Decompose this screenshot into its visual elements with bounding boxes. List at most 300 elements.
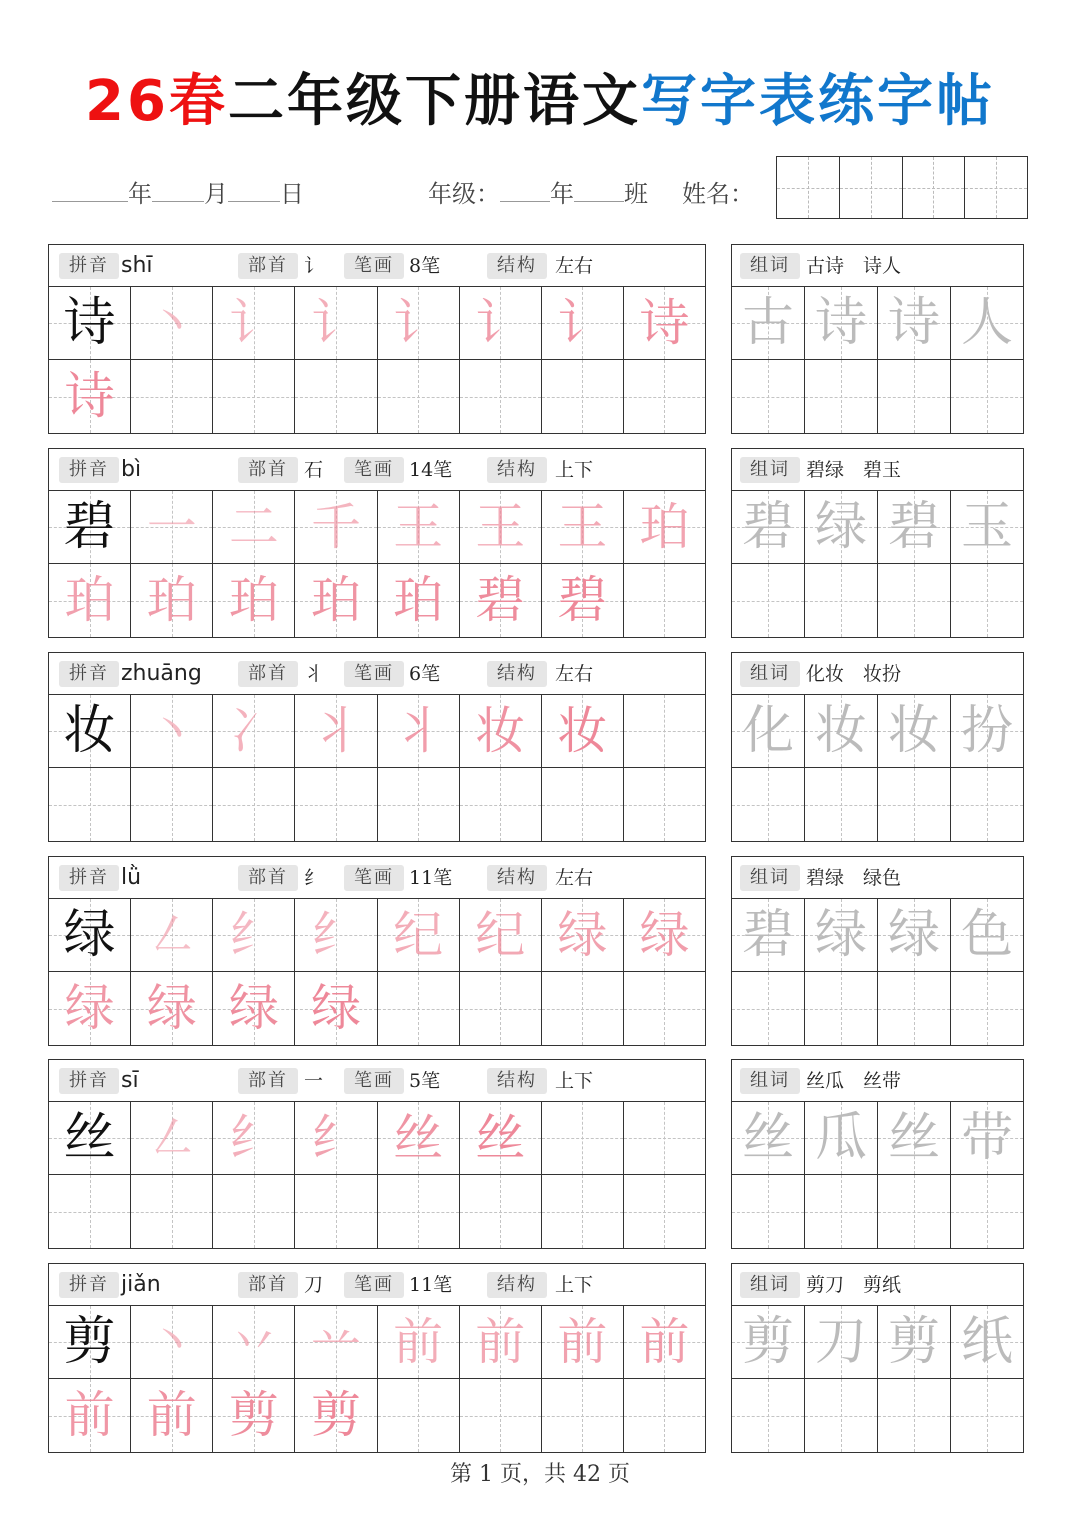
practice-cell[interactable]: [378, 491, 460, 563]
practice-cell[interactable]: [951, 899, 1023, 971]
trace-character: 色: [960, 905, 1013, 965]
trace-character: 剪: [887, 1312, 940, 1372]
practice-cell[interactable]: [542, 1306, 624, 1378]
trace-character: 绿: [814, 497, 867, 557]
stroke-step: 一: [146, 498, 197, 556]
trace-character: 瓜: [814, 1108, 867, 1168]
strokes-value: 11笔: [409, 867, 453, 889]
practice-cell[interactable]: [732, 287, 805, 359]
practice-cell[interactable]: [732, 360, 805, 433]
practice-cell[interactable]: [624, 1175, 705, 1248]
stroke-step: 绿: [639, 906, 690, 964]
practice-cell[interactable]: [732, 1102, 805, 1174]
practice-cell[interactable]: [460, 1306, 542, 1378]
practice-cell[interactable]: [542, 1175, 624, 1248]
strokes-tag: 笔画: [344, 865, 404, 891]
practice-cell[interactable]: [878, 1102, 951, 1174]
practice-cell[interactable]: [378, 972, 460, 1045]
stroke-step: 珀: [146, 571, 197, 629]
practice-cell[interactable]: [213, 768, 295, 841]
practice-cell[interactable]: [460, 972, 542, 1045]
stroke-step: 纪: [393, 906, 444, 964]
practice-cell[interactable]: [131, 695, 213, 767]
day-blank[interactable]: [228, 178, 280, 202]
practice-cell[interactable]: [951, 768, 1023, 841]
strokes-value: 5笔: [409, 1070, 441, 1092]
practice-cell[interactable]: [295, 695, 377, 767]
practice-grid: [49, 491, 705, 637]
practice-cell[interactable]: [951, 1175, 1023, 1248]
words-header: [732, 245, 1023, 287]
practice-cell[interactable]: [878, 1379, 951, 1452]
practice-cell[interactable]: [131, 1175, 213, 1248]
stroke-step: 丷: [228, 1313, 279, 1371]
structure-value: 上下: [555, 459, 594, 481]
practice-cell[interactable]: [460, 1379, 542, 1452]
stroke-step: 珀: [639, 498, 690, 556]
radical-tag: 部首: [238, 865, 298, 891]
practice-grid: [49, 1102, 705, 1248]
model-character: 剪: [63, 1312, 116, 1372]
trace-character: 化: [741, 701, 794, 761]
practice-cell[interactable]: [624, 287, 705, 359]
grid-row: [732, 491, 1023, 564]
practice-cell[interactable]: [49, 287, 131, 359]
practice-cell[interactable]: [213, 360, 295, 433]
practice-cell[interactable]: [878, 564, 951, 637]
practice-cell[interactable]: [295, 491, 377, 563]
char-header: [49, 245, 705, 287]
words-header: [732, 857, 1023, 899]
words-block: [731, 448, 1024, 638]
name-box[interactable]: [840, 157, 903, 218]
structure-tag: 结构: [487, 661, 547, 687]
practice-cell[interactable]: [295, 972, 377, 1045]
practice-cell[interactable]: [878, 491, 951, 563]
practice-cell[interactable]: [378, 287, 460, 359]
practice-cell[interactable]: [624, 564, 705, 637]
practice-cell[interactable]: [213, 287, 295, 359]
stroke-step: 丶: [146, 294, 197, 352]
practice-cell[interactable]: [295, 1175, 377, 1248]
stroke-step: 前: [146, 1386, 197, 1444]
char-block: [48, 1059, 706, 1249]
page-title: [0, 66, 1080, 138]
practice-cell[interactable]: [49, 1306, 131, 1378]
words-tag: 组词: [740, 1272, 800, 1298]
stroke-step: 珀: [310, 571, 361, 629]
structure-tag: 结构: [487, 253, 547, 279]
practice-cell[interactable]: [878, 1175, 951, 1248]
words-header: [732, 449, 1023, 491]
trace-character: 碧: [741, 497, 794, 557]
practice-cell[interactable]: [624, 768, 705, 841]
grid-row: [732, 768, 1023, 841]
practice-cell[interactable]: [378, 768, 460, 841]
practice-cell[interactable]: [213, 695, 295, 767]
grade-blank[interactable]: [500, 178, 550, 202]
practice-cell[interactable]: [49, 899, 131, 971]
words-value: 剪刀 剪纸: [806, 1274, 902, 1296]
practice-cell[interactable]: [378, 695, 460, 767]
practice-cell[interactable]: [460, 768, 542, 841]
pinyin-tag: 拼音: [59, 457, 119, 483]
stroke-step: 讠: [228, 294, 279, 352]
practice-cell[interactable]: [378, 1306, 460, 1378]
practice-cell[interactable]: [295, 360, 377, 433]
practice-cell[interactable]: [951, 1306, 1023, 1378]
structure-value: 左右: [555, 255, 594, 277]
practice-cell[interactable]: [131, 768, 213, 841]
practice-cell[interactable]: [295, 768, 377, 841]
words-header: [732, 1060, 1023, 1102]
stroke-step: 讠: [393, 294, 444, 352]
practice-cell[interactable]: [805, 972, 878, 1045]
stroke-step: 讠: [310, 294, 361, 352]
stroke-step: 丝: [475, 1109, 526, 1167]
practice-cell[interactable]: [295, 1379, 377, 1452]
char-block: [48, 448, 706, 638]
practice-cell[interactable]: [49, 1379, 131, 1452]
grid-row: [49, 491, 705, 564]
structure-tag: 结构: [487, 865, 547, 891]
practice-cell[interactable]: [951, 695, 1023, 767]
structure-tag: 结构: [487, 1068, 547, 1094]
practice-cell[interactable]: [805, 1175, 878, 1248]
practice-cell[interactable]: [805, 695, 878, 767]
practice-cell[interactable]: [951, 1379, 1023, 1452]
stroke-step: 纟: [310, 906, 361, 964]
practice-cell[interactable]: [49, 1102, 131, 1174]
practice-cell[interactable]: [878, 360, 951, 433]
practice-cell[interactable]: [542, 491, 624, 563]
practice-cell[interactable]: [295, 564, 377, 637]
trace-character: 碧: [741, 905, 794, 965]
class-blank[interactable]: [574, 178, 624, 202]
words-grid: [732, 1102, 1023, 1248]
practice-cell[interactable]: [213, 1102, 295, 1174]
trace-character: 人: [960, 293, 1013, 353]
model-character: 诗: [63, 293, 116, 353]
grid-row: [732, 360, 1023, 433]
pinyin-tag: 拼音: [59, 1272, 119, 1298]
practice-cell[interactable]: [624, 695, 705, 767]
practice-cell[interactable]: [805, 360, 878, 433]
stroke-step: 前: [393, 1313, 444, 1371]
practice-cell[interactable]: [542, 360, 624, 433]
practice-cell[interactable]: [624, 1306, 705, 1378]
practice-cell[interactable]: [378, 564, 460, 637]
words-grid: [732, 899, 1023, 1045]
practice-cell[interactable]: [732, 564, 805, 637]
name-box[interactable]: [777, 157, 840, 218]
strokes-value: 8笔: [409, 255, 441, 277]
grid-row: [49, 287, 705, 360]
pinyin-tag: 拼音: [59, 661, 119, 687]
practice-cell[interactable]: [542, 768, 624, 841]
practice-cell[interactable]: [805, 899, 878, 971]
stroke-step: 讠: [475, 294, 526, 352]
practice-cell[interactable]: [542, 695, 624, 767]
words-block: [731, 1263, 1024, 1453]
practice-cell[interactable]: [49, 491, 131, 563]
pinyin-value: bì: [121, 457, 142, 482]
month-blank[interactable]: [152, 178, 204, 202]
stroke-step: 绿: [146, 979, 197, 1037]
practice-cell[interactable]: [213, 899, 295, 971]
practice-cell[interactable]: [460, 1102, 542, 1174]
practice-cell[interactable]: [878, 287, 951, 359]
stroke-step: 纟: [228, 906, 279, 964]
grade-label: 年级：: [428, 180, 500, 208]
radical-value: 讠: [304, 255, 324, 277]
practice-cell[interactable]: [951, 1102, 1023, 1174]
practice-cell[interactable]: [878, 972, 951, 1045]
practice-grid: [49, 287, 705, 433]
practice-cell[interactable]: [460, 491, 542, 563]
name-boxes[interactable]: [776, 156, 1028, 219]
practice-cell[interactable]: [460, 564, 542, 637]
practice-cell[interactable]: [624, 491, 705, 563]
practice-cell[interactable]: [805, 564, 878, 637]
name-label: 姓名：: [682, 180, 754, 208]
radical-tag: 部首: [238, 1068, 298, 1094]
class-line: [428, 178, 754, 209]
practice-cell[interactable]: [213, 972, 295, 1045]
practice-cell[interactable]: [378, 1102, 460, 1174]
radical-tag: 部首: [238, 253, 298, 279]
practice-cell[interactable]: [624, 972, 705, 1045]
practice-cell[interactable]: [624, 1102, 705, 1174]
practice-cell[interactable]: [805, 1379, 878, 1452]
grid-row: [49, 1175, 705, 1248]
stroke-step: 丶: [146, 702, 197, 760]
practice-cell[interactable]: [732, 972, 805, 1045]
pinyin-value: zhuāng: [121, 661, 202, 686]
stroke-step: ㇜: [146, 906, 197, 964]
practice-cell[interactable]: [295, 287, 377, 359]
practice-cell[interactable]: [131, 899, 213, 971]
grid-row: [49, 695, 705, 768]
grid-row: [732, 1379, 1023, 1452]
practice-cell[interactable]: [213, 1175, 295, 1248]
trace-character: 刀: [814, 1312, 867, 1372]
stroke-step: 纟: [228, 1109, 279, 1167]
stroke-step: 王: [475, 498, 526, 556]
radical-tag: 部首: [238, 1272, 298, 1298]
practice-cell[interactable]: [732, 1175, 805, 1248]
practice-cell[interactable]: [378, 1175, 460, 1248]
stroke-step: 绿: [310, 979, 361, 1037]
practice-cell[interactable]: [805, 768, 878, 841]
radical-value: 纟: [304, 867, 324, 889]
practice-cell[interactable]: [542, 899, 624, 971]
practice-cell[interactable]: [542, 564, 624, 637]
practice-cell[interactable]: [49, 564, 131, 637]
words-block: [731, 856, 1024, 1046]
practice-cell[interactable]: [951, 360, 1023, 433]
class-unit: 班: [624, 180, 648, 208]
practice-cell[interactable]: [732, 491, 805, 563]
practice-cell[interactable]: [542, 1102, 624, 1174]
model-character: 碧: [63, 497, 116, 557]
practice-cell[interactable]: [49, 360, 131, 433]
practice-cell[interactable]: [732, 768, 805, 841]
practice-cell[interactable]: [378, 360, 460, 433]
practice-cell[interactable]: [951, 491, 1023, 563]
grid-row: [732, 899, 1023, 972]
practice-cell[interactable]: [805, 1102, 878, 1174]
practice-cell[interactable]: [732, 899, 805, 971]
practice-cell[interactable]: [624, 1379, 705, 1452]
grid-row: [732, 1102, 1023, 1175]
practice-cell[interactable]: [951, 972, 1023, 1045]
trace-character: 带: [960, 1108, 1013, 1168]
practice-cell[interactable]: [213, 564, 295, 637]
words-value: 化妆 妆扮: [806, 663, 902, 685]
stroke-step: 绿: [64, 979, 115, 1037]
practice-cell[interactable]: [732, 1379, 805, 1452]
practice-cell[interactable]: [624, 360, 705, 433]
trace-character: 诗: [814, 293, 867, 353]
char-header: [49, 1264, 705, 1306]
practice-cell[interactable]: [460, 695, 542, 767]
grid-row: [732, 972, 1023, 1045]
grid-row: [732, 564, 1023, 637]
practice-cell[interactable]: [49, 1175, 131, 1248]
radical-value: 丬: [304, 663, 324, 685]
practice-cell[interactable]: [542, 1379, 624, 1452]
practice-cell[interactable]: [732, 695, 805, 767]
practice-cell[interactable]: [131, 360, 213, 433]
grid-row: [49, 1102, 705, 1175]
practice-cell[interactable]: [805, 287, 878, 359]
practice-cell[interactable]: [131, 1102, 213, 1174]
practice-cell[interactable]: [49, 768, 131, 841]
day-label: 日: [280, 180, 304, 208]
stroke-step: 绿: [228, 979, 279, 1037]
stroke-step: 䒑: [310, 1313, 361, 1371]
radical-value: 刀: [304, 1274, 324, 1296]
practice-cell[interactable]: [378, 1379, 460, 1452]
char-block: [48, 856, 706, 1046]
name-box[interactable]: [965, 157, 1027, 218]
practice-cell[interactable]: [131, 564, 213, 637]
pinyin-tag: 拼音: [59, 1068, 119, 1094]
practice-cell[interactable]: [951, 287, 1023, 359]
stroke-step: 丝: [393, 1109, 444, 1167]
practice-cell[interactable]: [878, 768, 951, 841]
pinyin-value: sī: [121, 1068, 139, 1093]
trace-character: 剪: [741, 1312, 794, 1372]
practice-cell[interactable]: [542, 972, 624, 1045]
stroke-step: 王: [557, 498, 608, 556]
practice-cell[interactable]: [131, 1306, 213, 1378]
practice-cell[interactable]: [460, 899, 542, 971]
words-grid: [732, 695, 1023, 841]
date-line: [52, 178, 304, 209]
grid-row: [49, 360, 705, 433]
char-header: [49, 857, 705, 899]
stroke-step: 绿: [557, 906, 608, 964]
practice-cell[interactable]: [732, 1306, 805, 1378]
practice-cell[interactable]: [295, 899, 377, 971]
stroke-step: 讠: [557, 294, 608, 352]
char-header: [49, 449, 705, 491]
practice-cell[interactable]: [878, 899, 951, 971]
words-value: 古诗 诗人: [806, 255, 902, 277]
words-header: [732, 1264, 1023, 1306]
name-box[interactable]: [903, 157, 966, 218]
practice-cell[interactable]: [460, 1175, 542, 1248]
pinyin-tag: 拼音: [59, 253, 119, 279]
practice-cell[interactable]: [131, 287, 213, 359]
trace-character: 妆: [887, 701, 940, 761]
practice-cell[interactable]: [878, 1306, 951, 1378]
stroke-step: 千: [310, 498, 361, 556]
practice-cell[interactable]: [460, 287, 542, 359]
practice-grid: [49, 695, 705, 841]
practice-cell[interactable]: [951, 564, 1023, 637]
words-tag: 组词: [740, 661, 800, 687]
stroke-step: 前: [475, 1313, 526, 1371]
stroke-step: 前: [639, 1313, 690, 1371]
grid-row: [49, 564, 705, 637]
strokes-tag: 笔画: [344, 1068, 404, 1094]
words-block: [731, 652, 1024, 842]
strokes-tag: 笔画: [344, 253, 404, 279]
stroke-step: 剪: [228, 1386, 279, 1444]
practice-cell[interactable]: [213, 1379, 295, 1452]
practice-cell[interactable]: [213, 1306, 295, 1378]
practice-cell[interactable]: [49, 695, 131, 767]
practice-cell[interactable]: [131, 491, 213, 563]
practice-cell[interactable]: [460, 360, 542, 433]
month-label: 月: [204, 180, 228, 208]
strokes-tag: 笔画: [344, 661, 404, 687]
stroke-step: 碧: [557, 571, 608, 629]
practice-cell[interactable]: [295, 1306, 377, 1378]
radical-tag: 部首: [238, 457, 298, 483]
practice-cell[interactable]: [805, 1306, 878, 1378]
year-label: 年: [128, 180, 152, 208]
practice-cell[interactable]: [49, 972, 131, 1045]
trace-character: 纸: [960, 1312, 1013, 1372]
structure-value: 左右: [555, 663, 594, 685]
practice-cell[interactable]: [542, 287, 624, 359]
practice-cell[interactable]: [295, 1102, 377, 1174]
practice-cell[interactable]: [878, 695, 951, 767]
practice-cell[interactable]: [131, 972, 213, 1045]
title-part-red: 26春: [85, 69, 228, 134]
practice-cell[interactable]: [213, 491, 295, 563]
trace-character: 丝: [887, 1108, 940, 1168]
grid-row: [49, 768, 705, 841]
words-block: [731, 244, 1024, 434]
practice-cell[interactable]: [805, 491, 878, 563]
practice-cell[interactable]: [131, 1379, 213, 1452]
practice-cell[interactable]: [624, 899, 705, 971]
trace-character: 绿: [814, 905, 867, 965]
words-tag: 组词: [740, 457, 800, 483]
stroke-step: 诗: [639, 294, 690, 352]
model-character: 绿: [63, 905, 116, 965]
stroke-step: 碧: [475, 571, 526, 629]
strokes-value: 11笔: [409, 1274, 453, 1296]
trace-character: 扮: [960, 701, 1013, 761]
practice-cell[interactable]: [378, 899, 460, 971]
year-blank[interactable]: [52, 178, 128, 202]
